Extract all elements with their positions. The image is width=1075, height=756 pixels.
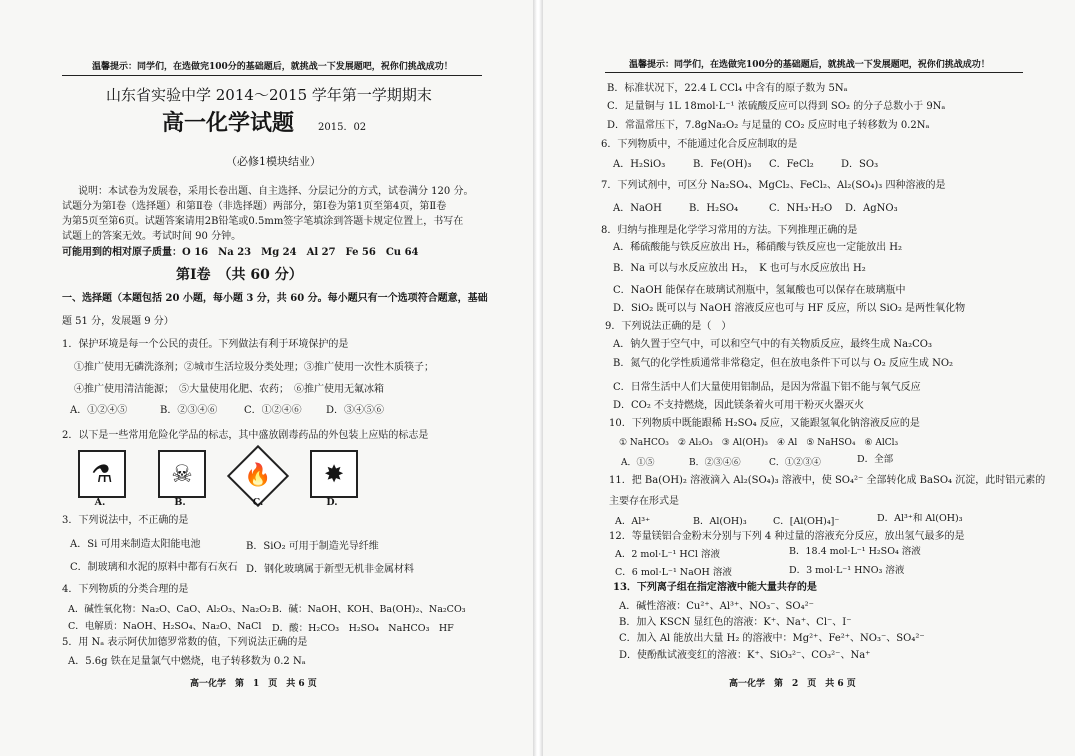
question-items: ①推广使用无磷洗涤剂；②城市生活垃圾分类处理；③推广使用一次性木质筷子；: [74, 362, 434, 373]
option-c: C．①②④⑥: [244, 405, 302, 416]
question-stem-cont: 主要存在形式是: [609, 496, 679, 507]
option-a: A．5.6g 铁在足量氯气中燃烧，电子转移数为 0.2 Nₐ: [68, 656, 306, 667]
option-d: D．常温常压下，7.8gNa₂O₂ 与足量的 CO₂ 反应时电子转移数为 0.2Nₐ: [607, 120, 930, 131]
question-stem: 2．以下是一些常用危险化学品的标志，其中盛放剧毒药品的外包装上应贴的标志是: [62, 430, 429, 441]
header-tip: 温馨提示：同学们，在选做完100分的基础题后，就挑战一下发展题吧，祝你们挑战成功！: [629, 60, 990, 70]
question-stem: 5．用 Nₐ 表示阿伏加德罗常数的值，下列说法正确的是: [62, 637, 308, 648]
question-stem: 12．等量镁铝合金粉末分别与下列 4 种过量的溶液充分反应，放出氢气最多的是: [609, 531, 965, 542]
explosive-icon: ✸: [323, 460, 345, 488]
option-d: D．全部: [857, 454, 894, 465]
option-d: D．SO₃: [841, 159, 879, 170]
option-b: B．Fe(OH)₃: [693, 159, 752, 170]
question-stem: 11．把 Ba(OH)₂ 溶液滴入 Al₂(SO₄)₃ 溶液中，使 SO₄²⁻ 全部转化成 BaSO₄ 沉淀，此时铝元素的: [609, 475, 1046, 486]
question-stem: 6．下列物质中，不能通过化合反应制取的是: [601, 139, 798, 150]
corrosive-icon: ⚗: [91, 460, 113, 488]
option-d: D．CO₂ 不支持燃烧，因此镁条着火可用干粉灭火器灭火: [613, 400, 865, 411]
option-a: A．①②④⑤: [70, 405, 128, 416]
option-b: B．碱：NaOH、KOH、Ba(OH)₂、Na₂CO₃: [272, 604, 466, 615]
section-desc: 一、选择题（本题包括 20 小题，每小题 3 分，共 60 分。每小题只有一个选项符合题意，基础: [62, 293, 488, 304]
intro-line: 为第5页至第6页。试题答案请用2B铅笔或0.5mm签字笔填涂到答题卡规定位置上，书写在: [62, 216, 464, 227]
option-d: D．AgNO₃: [845, 203, 898, 214]
option-a: A．碱性溶液：Cu²⁺、Al³⁺、NO₃⁻、SO₄²⁻: [619, 601, 814, 612]
intro-line: 试题上的答案无效。考试时间 90 分钟。: [62, 231, 242, 242]
option-c: C．NH₃·H₂O: [769, 203, 833, 214]
section-title: 第Ⅰ卷 （共 60 分）: [176, 267, 303, 283]
option-b: B．②③④⑥: [160, 405, 218, 416]
option-c: C．[Al(OH)₄]⁻: [773, 516, 840, 527]
question-stem: 9．下列说法正确的是（ ）: [605, 321, 732, 332]
option-a: A．稀硫酸能与铁反应放出 H₂，稀硝酸与铁反应也一定能放出 H₂: [613, 242, 903, 253]
option-c: C．电解质：NaOH、H₂SO₄、Na₂O、NaCl: [68, 621, 262, 632]
option-a: A．钠久置于空气中，可以和空气中的有关物质反应，最终生成 Na₂CO₃: [613, 339, 932, 350]
exam-page-1: [0, 0, 533, 756]
flammable-icon: 🔥: [244, 463, 272, 488]
option-b: B．加入 KSCN 显红色的溶液：K⁺、Na⁺、Cl⁻、I⁻: [619, 617, 852, 628]
hazard-sign-a: [78, 450, 126, 498]
question-stem: 10．下列物质中既能跟稀 H₂SO₄ 反应，又能跟氢氧化钠溶液反应的是: [609, 418, 920, 429]
sign-label-c: C.: [252, 497, 264, 508]
intro-line: 说明：本试卷为发展卷，采用长卷出题、自主选择、分层记分的方式，试卷满分 120 分。: [78, 186, 474, 197]
intro-line: 试题分为第Ⅰ卷（选择题）和第Ⅱ卷（非选择题）两部分，第Ⅰ卷为第1页至第4页，第Ⅱ卷: [62, 201, 447, 212]
option-b: B．氮气的化学性质通常非常稳定，但在放电条件下可以与 O₂ 反应生成 NO₂: [613, 358, 954, 369]
option-d: D．SiO₂ 既可以与 NaOH 溶液反应也可与 HF 反应，所以 SiO₂ 是两性氧化物: [613, 303, 966, 314]
page-gutter: [533, 0, 543, 756]
option-c: C．足量铜与 1L 18mol·L⁻¹ 浓硫酸反应可以得到 SO₂ 的分子总数小于 9Nₐ: [607, 101, 946, 112]
option-c: C．NaOH 能保存在玻璃试剂瓶中，氢氟酸也可以保存在玻璃瓶中: [613, 285, 906, 296]
option-a: A．Si 可用来制造太阳能电池: [70, 539, 201, 550]
option-a: A．H₂SiO₃: [613, 159, 666, 170]
option-a: A．Al³⁺: [615, 516, 651, 527]
skull-toxic-icon: ☠: [171, 460, 193, 488]
hazard-sign-d: [310, 450, 358, 498]
option-c: C．FeCl₂: [769, 159, 814, 170]
page-footer: 高一化学 第 2 页 共 6 页: [729, 679, 856, 689]
option-a: A．NaOH: [613, 203, 662, 214]
question-stem: 7．下列试剂中，可区分 Na₂SO₄、MgCl₂、FeCl₂、Al₂(SO₄)₃ 四种溶液的是: [601, 180, 946, 191]
section-desc: 题 51 分，发展题 9 分）: [62, 316, 174, 327]
question-stem: 13．下列离子组在指定溶液中能大量共存的是: [613, 582, 817, 593]
option-b: B．Na 可以与水反应放出 H₂， K 也可与水反应放出 H₂: [613, 263, 866, 274]
option-a: A．①⑤: [621, 458, 655, 468]
sign-label-a: A.: [94, 497, 106, 508]
option-c: C．加入 Al 能放出大量 H₂ 的溶液中：Mg²⁺、Fe²⁺、NO₃⁻、SO₄²⁻: [619, 633, 925, 644]
option-c: C．制玻璃和水泥的原料中都有石灰石: [70, 562, 238, 573]
option-b: B．H₂SO₄: [689, 203, 739, 214]
option-d: D．使酚酞试液变红的溶液：K⁺、SiO₃²⁻、CO₃²⁻、Na⁺: [619, 650, 871, 661]
option-b: B．标准状况下，22.4 L CCl₄ 中含有的原子数为 5Nₐ: [607, 83, 848, 94]
option-b: B．②③④⑥: [689, 458, 741, 468]
option-d: D．钢化玻璃属于新型无机非金属材料: [246, 564, 415, 575]
question-items: ① NaHCO₃ ② Al₂O₃ ③ Al(OH)₃ ④ Al ⑤ NaHSO₄ ⑥ AlCl₃: [619, 438, 899, 448]
option-d: D．酸：H₂CO₃ H₂SO₄ NaHCO₃ HF: [272, 623, 454, 634]
question-items: ④推广使用清洁能源； ⑤大量使用化肥、农药； ⑥推广使用无氟冰箱: [74, 384, 384, 395]
header-rule: [605, 72, 1023, 73]
question-stem: 1．保护环境是每一个公民的责任。下列做法有利于环境保护的是: [62, 339, 349, 350]
sign-label-d: D.: [326, 497, 338, 508]
exam-date: 2015．02: [318, 122, 367, 133]
option-a: A．2 mol·L⁻¹ HCl 溶液: [615, 549, 720, 560]
school-line: 山东省实验中学 2014～2015 学年第一学期期末: [106, 86, 432, 104]
page-footer: 高一化学 第 1 页 共 6 页: [190, 679, 317, 689]
option-b: B．SiO₂ 可用于制造光导纤维: [246, 541, 379, 552]
option-c: C．6 mol·L⁻¹ NaOH 溶液: [615, 567, 732, 578]
module-label: （必修1模块结业）: [226, 155, 321, 168]
exam-page-2: [543, 0, 1075, 756]
question-stem: 8．归纳与推理是化学学习常用的方法。下列推理正确的是: [601, 225, 858, 236]
question-stem: 4．下列物质的分类合理的是: [62, 584, 189, 595]
option-d: D．③④⑤⑥: [326, 405, 385, 416]
option-b: B．18.4 mol·L⁻¹ H₂SO₄ 溶液: [789, 546, 921, 557]
option-c: C．日常生活中人们大量使用铝制品，是因为常温下铝不能与氧气反应: [613, 382, 921, 393]
option-c: C．①②③④: [769, 458, 821, 468]
exam-title: 高一化学试题: [162, 111, 295, 136]
option-d: D．3 mol·L⁻¹ HNO₃ 溶液: [789, 565, 905, 576]
header-rule: [62, 75, 482, 76]
hazard-sign-b: [158, 450, 206, 498]
option-a: A．碱性氧化物：Na₂O、CaO、Al₂O₃、Na₂O₂: [68, 604, 271, 615]
question-stem: 3．下列说法中，不正确的是: [62, 515, 189, 526]
option-b: B．Al(OH)₃: [693, 516, 747, 527]
atomic-mass-line: 可能用到的相对原子质量：O 16 Na 23 Mg 24 Al 27 Fe 56 Cu 64: [62, 247, 419, 258]
option-d: D．Al³⁺和 Al(OH)₃: [877, 513, 963, 524]
header-tip: 温馨提示：同学们，在选做完100分的基础题后，就挑战一下发展题吧，祝你们挑战成功！: [92, 62, 453, 72]
sign-label-b: B.: [174, 497, 186, 508]
